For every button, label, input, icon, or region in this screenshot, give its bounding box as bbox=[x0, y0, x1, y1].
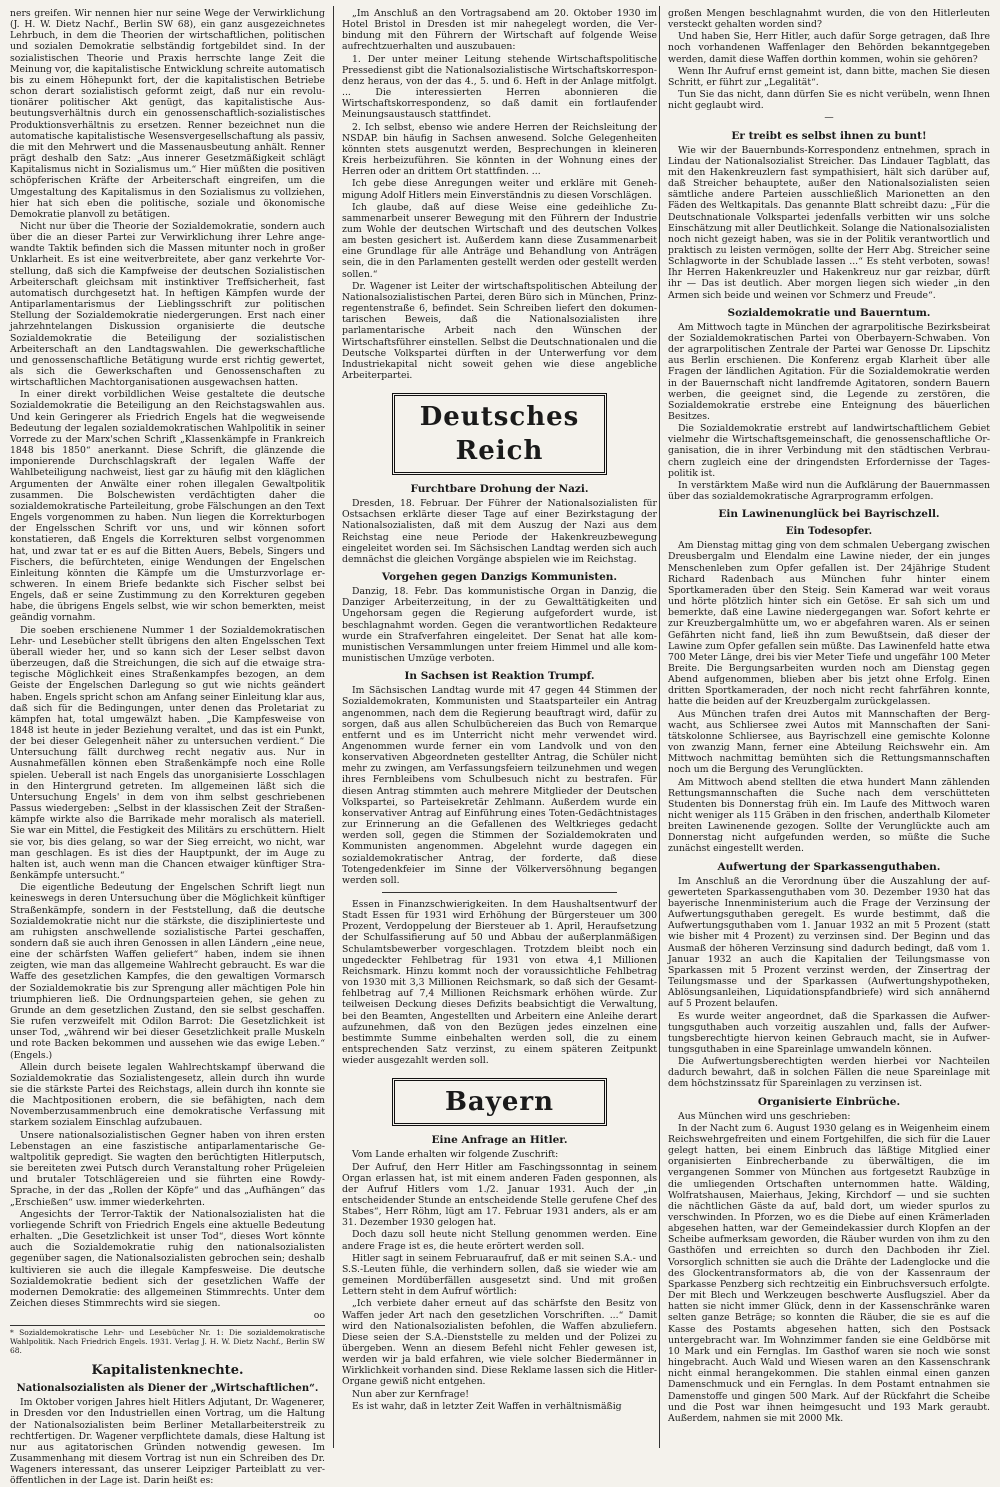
paragraph: Danzig, 18. Febr. Das kommunistische Organ in Danzig, die Danziger Arbeiterzeitung, in der zu Gewalttätigkeiten und Ungehorsam gegen die Regierung aufgefordert wurde, ist beschlagnahmt worden. Gegen die verantwortlichen Redakteure wurde ein Strafverfahren eingeleitet. Der Senat hat alle kommunistischen Versammlungen unter freiem Himmel und alle kommunistischen Umzüge verboten. bbox=[342, 586, 657, 665]
paragraph: In einer direkt vorbildlichen Weise gestaltete die deutsche Sozialdemokratie die Beteiligung an den Reichstagswahlen aus. Und kein Geringerer als Friedrich Engels hat die wegweisende Bedeutung der legalen sozialdemokratischen Wahlpolitik in seiner Vorrede zu der Marx'schen Schrift „Klassenkämpfe in Frankreich 1848 bis 1850“ anerkannt. Diese Schrift, die glänzende die imponierende Durchschlagskraft der legalen Waffe der Wahlbeteiligung nachweist, liest gar zu häufig mit den kläglichen Argumenten der Anwälte einer rohen illegalen Gewaltpolitik zusammen. Die Bolschewisten verdächtigten daher die sozialdemokratische Parteileitung, grobe Fälschungen an den Text Engels vorgenommen zu haben. Nun liegen die Korrekturbogen der Engelsschen Schrift vor uns, und wir können sofort konstatieren, daß Engels die Korrekturen selbst vorgenommen hat, und zwar tat er es auf die Bitten Auers, Bebels, Singers und Fischers, die befürchteten, einige Wendungen der Engelschen Einleitung könnten die Kämpfe um die Umsturzvorlage erschweren. In einem Briefe bedankte sich Fischer selbst bei Engels, daß er seine Zustimmung zu den Korrekturen gegeben habe, die übrigens Engels selbst, wie wir schon bemerkten, meist geändig vornahm. bbox=[10, 389, 325, 624]
paragraph: großen Mengen beschlagnahmt wurden, die von den Hitlerleuten versteckt gehalten worden sind? bbox=[668, 8, 990, 31]
paragraph: Unsere nationalsozialistischen Gegner haben von ihren ersten Lebenstagen an eine faszistische antiparlamentarische Gewaltpolitik gepredigt. Sie wagten den berüchtigten Hitlerputsch, sie bereiteten zwei Putsch durch Veranstaltung roher Prügeleien und brutaler Totschlägereien und sie führten eine Rowdy-Sprache, in der das „Rollen der Köpfe“ und das „Aufhängen“ das „Erschießen“ usw. immer wiederkehrten. bbox=[10, 1129, 325, 1208]
paragraph: Am Mittwoch abend stellten die etwa hundert Mann zählenden Rettungsmannschaften die Suche nach dem verschütteten Studenten bis Donnerstag früh ein. Im Laufe des Mittwoch waren nicht weniger als 115 Gräben in den frischen, anderthalb Kilometer breiten Lawinenende gezogen. Sollte der Verunglückte auch am Donnerstag nicht aufgefunden werden, so müßte die Suche zunächst eingestellt werden. bbox=[668, 776, 990, 855]
paragraph: Wenn Ihr Aufruf ernst gemeint ist, dann bitte, machen Sie diesen Schritt, er führt zur „Legalität“. bbox=[668, 65, 990, 88]
paragraph: Hitler sagt in seinem Februaraufruf, daß er mit seinen S.A.- und S.S.-Leuten fühle, die verhindern sollen, daß sie wieder wie am gemeinen Mordüberfällen ausgesetzt sind. Und mit großen Lettern steht in dem Aufruf wörtlich: bbox=[342, 1252, 657, 1298]
paragraph: Im Anschluß an die Verordnung über die Auszahlung der aufgewerteten Sparkassenguthaben vom 30. Dezember 1930 hat das bayerische Innenministerium auch die Frage der Verzinsung der Aufwertungsguthaben geregelt. Es wurde bestimmt, daß die Aufwertungsguthaben vom 1. Januar 1932 an mit 5 Prozent (statt wie bisher mit 4 Prozent) zu verzinsen sind. Der Beginn und das Ausmaß der höheren Verzinsung sind dadurch bedingt, daß vom 1. Januar 1932 an auch die Kapitalien der Teilungsmasse von Sparkassen mit 5 Prozent verzinst werden, der Zinsertrag der Teilungsmasse und der Sparkassen (Aufwertungshypotheken, Ablösungsanleihen, Liquidationspfandbriefe) wird sich annähernd auf 5 Prozent belaufen. bbox=[668, 875, 990, 1010]
section-banner-deutsches-reich: Deutsches Reich bbox=[392, 393, 607, 475]
end-mark: oo bbox=[313, 1310, 325, 1322]
paragraph: Am Dienstag mittag ging von dem schmalen Uebergang zwischen Dreusbergalm und Elendalm eine Lawine nieder, der ein junges Menschenleben zum Opfer gefallen ist. Der 24jährige Student Richard Radenbach aus München fuhr hinter einem Sportkameraden über den Steig. Sein Kamerad war weit voraus und hörte plötzlich hinter sich ein Getöse. Er sah sich um und bemerkte, daß eine Lawine niedergegangen war. Sofort kehrte er zur Kreuzbergalmhütte um, wo er abgefahren waren. Als er seinen Gefährten nicht fand, ließ ihn zum Bewußtsein, daß dieser der Lawine zum Opfer gefallen sein müßte. Das Lawinenfeld hatte etwa 700 Meter Länge, drei bis vier Meter Tiefe und ungefähr 100 Meter Breite. Die Bergungsarbeiten wurden noch am Dienstag gegen Abend aufgenommen, blieben aber bis jetzt ohne Erfolg. Einen dritten Sportkameraden, der noch nicht recht fahrfähren konnte, hatte die beiden auf der Kreuzbergalm zurückgelassen. bbox=[668, 540, 990, 708]
subheadline: Ein Todesopfer. bbox=[785, 526, 873, 538]
headline-drohung: Furchtbare Drohung der Nazi. bbox=[410, 483, 589, 496]
paragraph: Die soeben erschienene Nummer 1 der Sozialdemokratischen Lehr- und Lesebücher stellt übrigens den alten Engelsschen Text überall wieder her, und so kann sich der Leser selbst davon überzeugen, daß die Streichungen, die sich auf die etwaige strategische Möglichkeit eines Straßenkampfes bezogen, an dem Geiste der Engelschen Darlegung so gut wie nichts geändert haben. Engels spricht schon am Anfang seiner Einleitung klar aus, daß sich für die Bedingungen, unter denen das Proletariat zu kämpfen hat, total umgewälzt haben. „Die Kampfesweise von 1848 ist heute in jeder Beziehung veraltet, und das ist ein Punkt, der bei dieser Gelegenheit näher zu untersuchen verdient.“ Die Untersuchung fällt durchweg recht negativ aus. Nur in Ausnahmefällen können eben Straßenkämpfe noch eine Rolle spielen. Ueberall ist nach Engels das unorganisierte Losschlagen in den Hintergrund getreten. Im allgemeinen läßt sich die Untersuchung Engels' in dem von ihm selbst geschriebenen Passus wiedergeben: „Selbst in der klassischen Zeit der Straßenkämpfe wirkte also die Barrikade mehr moralisch als materiell. Sie war ein Mittel, die Festigkeit des Militärs zu erschüttern. Hielt sie vor, bis dies gelang, so war der Sieg erreicht, wo nicht, war man geschlagen. Es ist dies der Hauptpunkt, der im Auge zu halten ist, auch wenn man die Chancen etwaiger künftiger Straßenkämpfe untersucht.“ bbox=[10, 624, 325, 882]
paragraph: Allein durch beisete legalen Wahlrechtskampf überwand die Sozialdemokratie das Sozialistengesetz, allein durch ihn wurde sie die stärkste Partei des Reichstags, allein durch ihn konnte sie die Machtpositionen erobern, die sie befähigten, nach dem Novemberzusammenbruch eine demokratische Verfassung mit starkem sozialem Einschlag aufzubauen. bbox=[10, 1061, 325, 1129]
paragraph: ners greifen. Wir nennen hier nur seine Wege der Verwirklichung (J. H. W. Dietz Nachf., Berlin SW 68), ein ganz ausgezeichnetes Lehrbuch, in dem die Theorien der wirtschaftlichen, politischen und sozialen Demokratie selbständig fortgebildet sind. In der sozialistischen Theorie und Praxis herrschte lange Zeit die Meinung vor, die kapitalistische Entwicklung schreite automatisch bis zu einem Höhepunkt fort, der die kapitalistischen Betriebe schon derart sozialistisch geformt zeigt, daß nur ein revolutionärer politischer Akt genügt, das kapitalistische Ausbeutungsverhältnis durch ein genossenschaftlich-sozialistisches Produktionsverhältnis zu ersetzen. Renner bezeichnet nun die automatische kapitalistische Wesensvergesellschaftung als passiv, die mit den Mehrwert und die Massenausbeutung anhält. Renner prägt deshalb den Satz: „Aus innerer Gesetzmäßigkeit schlägt Kapitalismus nicht in Sozialismus um.“ Hier müßten die positiven schöpferischen Kräfte der Arbeiterschaft eingreifen, um die Umgestaltung des Kapitalismus in den Sozialismus zu vollziehen, hier hat sich eben die politische, soziale und ökonomische Demokratie planvoll zu betätigen. bbox=[10, 8, 325, 220]
subheadline: Nationalsozialisten als Diener der „Wirtschaftlichen“. bbox=[16, 1383, 319, 1395]
footnote: * Sozialdemokratische Lehr- und Lesebücher Nr. 1: Die sozialdemokratische Wahlpolitik. Nach Friedrich Engels. 1931. Verlag J. H. W. Dietz Nachf., Berlin SW 68. bbox=[10, 1325, 325, 1355]
paragraph: Am Mittwoch tagte in München der agrarpolitische Bezirksbeirat der Sozialdemokratischen Partei von Oberbayern-Schwaben. Von der agrarpolitischen Zentrale der Partei war Genosse Dr. Lipschitz aus Berlin erschienen. Die Konferenz ergab Klarheit über alle Fragen der ländlichen Agitation. Für die Sozialdemokratie werden in der Bauernschaft nicht landfremde Agitatoren, sondern Bauern werben, die geeignet sind, die Legende zu zerstören, die Sozialdemokratie erstrebe eine Enteignung des bäuerlichen Besitzes. bbox=[668, 321, 990, 422]
paragraph: Es ist wahr, daß in letzter Zeit Waffen in verhältnismäßig bbox=[352, 1400, 622, 1412]
paragraph: „Im Anschluß an den Vortragsabend am 20. Oktober 1930 im Hotel Bristol in Dresden ist mir nahegelegt worden, die Verbindung mit den Führern der Wirtschaft auf folgende Weise aufrechtzuerhalten und auszubauen: bbox=[342, 8, 657, 53]
paragraph: Tun Sie das nicht, dann dürfen Sie es nicht verübeln, wenn Ihnen nicht geglaubt wird. bbox=[668, 89, 990, 112]
paragraph: 1. Der unter meiner Leitung stehende Wirtschaftspolitische Pressedienst gibt die Nationalsozialistische Wirtschaftskorrespondenz heraus, von der das 4., 5. und 6. Heft in der Anlage mitfolgt. ... Die interessierten Herren abonnieren die Wirtschaftskorrespondenz, so daß damit ein fortlaufender Meinungsaustausch stattfindet. bbox=[342, 53, 657, 121]
paragraph: 2. Ich selbst, ebenso wie andere Herren der Reichsleitung der NSDAP. bin häufig in Sachsen anwesend. Solche Gelegenheiten könnten stets ausgenutzt werden, Besprechungen in kleineren Kreis herbeizuführen. Sie könnten in der Wohnung eines der Herren oder an drittem Ort stattfinden. ... bbox=[342, 121, 657, 178]
paragraph: Nicht nur über die Theorie der Sozialdemokratie, sondern auch über die an dieser Partei zur Verwirklichung ihrer Lehre angewandte Taktik befinden sich die Massen mitunter noch in großer Unklarheit. Es ist eine weitverbreitete, aber ganz verkehrte Vorstellung, daß sich die Kampfweise der deutschen Sozialistischen Arbeiterschaft gleichsam mit instinktiver Treffsicherheit, fast automatisch durchgesetzt hat. In heftigen Kämpfen wurde der Antiparlamentarismus der Lieblingsschrift zur politischen Stellung der Sozialdemokratie niedergerungen. Erst nach einer jahrzehntelangen Diskussion organisierte die deutsche Sozialdemokratie die Beteiligung der sozialistischen Arbeiterschaft an den Landtagswahlen. Die gewerkschaftliche und genossenschaftliche Betätigung wurde erst richtig gewertet, als sich die Gewerkschaften und Genossenschaften zu wirtschaftlichen Machtorganisationen ausgewachsen hatten. bbox=[10, 220, 325, 389]
paragraph: In verstärktem Maße wird nun die Aufklärung der Bauernmassen über das sozialdemokratische Agrarprogramm erfolgen. bbox=[668, 479, 990, 503]
headline-anfrage: Eine Anfrage an Hitler. bbox=[431, 1134, 568, 1147]
paragraph: Und haben Sie, Herr Hitler, auch dafür Sorge getragen, daß Ihre noch vorhandenen Waffenlager den Behörden bekanntgegeben werden, damit diese Waffen dorthin kommen, wohin sie gehören? bbox=[668, 31, 990, 65]
paragraph: Im Sächsischen Landtag wurde mit 47 gegen 44 Stimmen der Sozialdemokraten, Kommunisten und Staatsparteiler ein Antrag angenommen, nach dem die Regierung beauftragt wird, dafür zu sorgen, daß aus allen Schulbüchereien das Buch von Remarque entfernt und es im Unterricht nicht mehr verwendet wird. Angenommen wurde ferner ein vom Landvolk und von den konservativen Abgeordneten gestellter Antrag, die Schüler nicht mehr zu zwingen, am Verfassungsfeiern teilzunehmen und wegen ihres Fernbleibens vom Schulbesuch nicht zu bestrafen. Für diesen Antrag stimmten auch mehrere Mitglieder der Deutschen Volkspartei, so Parteisekretär Zehlmann. Außerdem wurde ein konservativer Antrag auf Einführung eines Toten-Gedächtnistages zur Erinnerung an die Gefallenen des Weltkrieges gedacht werden soll, gegen die Stimmen der Sozialdemokraten und Kommunisten angenommen. Abgelehnt wurde dagegen ein sozialdemokratischer Antrag, der forderte, daß diese Totengedenkfeier im Sinne der Völkerversöhnung begangen werden soll. bbox=[342, 685, 657, 886]
section-banner-bayern: Bayern bbox=[392, 1078, 607, 1126]
headline-einbrueche: Organisierte Einbrüche. bbox=[757, 1095, 901, 1108]
headline-danzig: Vorgehen gegen Danzigs Kommunisten. bbox=[381, 571, 618, 584]
paragraph: Der Aufruf, den Herr Hitler am Faschingssonntag in seinem Organ erlassen hat, ist mit einem anderen Faden gesponnen, als der Aufruf Hitlers vom 1./2. Januar 1931. Auch der „in entscheidender Stunde an entscheidende Stelle gerufene Chef des Stabes“, Herr Röhm, lügt am 17. Februar 1931 anders, als er am 31. Dezember 1930 gelogen hat. bbox=[342, 1161, 657, 1229]
paragraph: Wie wir der Bauernbunds-Korrespondenz entnehmen, sprach in Lindau der Nationalsozialist Streicher. Das Lindauer Tagblatt, das mit den Hakenkreuzlern fast sympathisiert, hält sich darüber auf, daß Streicher behauptete, außer den Nationalsozialisten seien sämtliche andere Parteien ausschließlich Marionetten an den Fäden des Weltkapitals. Das genannte Blatt schreibt dazu: „Für die Deutschnationale Volkspartei jedenfalls verbitten wir uns solche Einschätzung mit aller Deutlichkeit. Solange die Nationalsozialisten noch nicht gezeigt haben, was sie in der Politik verantwortlich und praktisch zu leisten vermögen, sollte der Herr Abg. Streicher seine Schlagworte in der Schublade lassen ...“ Es steht verboten, sowas! Ihr Herren Hakenkreuzler und Hakenkreuz nur gar reizbar, dürft ihr — Das ist deutlich. Aber morgen liegen sich wieder „in den Armen sich beide und weinen vor Schmerz und Freude“. bbox=[668, 144, 990, 301]
paragraph: Es wurde weiter angeordnet, daß die Sparkassen die Aufwertungsguthaben auch vorzeitig auszahlen und, falls der Aufwertungsberechtigte hiervon keinen Gebrauch macht, sie in Aufwertungsguthaben in eine Spareinlage umwandeln können. bbox=[668, 1010, 990, 1055]
paragraph: Aus München trafen drei Autos mit Mannschaften der Bergwacht, aus Schliersee zwei Autos mit Mannschaften der Sanitätskolonne Schliersee, aus Bayrischzell eine gemischte Kolonne von zwanzig Mann, ferner eine Abteilung Reichswehr ein. Am Mittwoch nachmittag bemühten sich die Rettungsmannschaften noch um die Bergung des Verunglückten. bbox=[668, 708, 990, 776]
column-1 bbox=[10, 8, 325, 1487]
paragraph: Vom Lande erhalten wir folgende Zuschrift: bbox=[352, 1149, 559, 1161]
headline-sachsen: In Sachsen ist Reaktion Trumpf. bbox=[404, 670, 595, 683]
paragraph: Im Oktober vorigen Jahres hielt Hitlers Adjutant, Dr. Wagenerer, in Dresden vor den Industriellen einen Vortrag, um die Haltung der Nationalsozialisten beim Berliner Metallarbeiterstreik zu rechtfertigen. Dr. Wagener verpflichtete damals, diese Haltung ist nur aus agitatorischen Gründen notwendig gewesen. Im Zusammenhang mit diesem Vortrag ist nun ein Schreiben des Dr. Wageners interessant, das unserer Leipziger Parteiblatt zu veröffentlichen in der Lage ist. Darin heißt es: bbox=[10, 1397, 325, 1487]
paragraph: Dr. Wagener ist Leiter der wirtschaftspolitischen Abteilung der Nationalsozialistischen Partei, deren Büro sich in München, Prinzregentenstraße 6, befindet. Sein Schreiben liefert den dokumentarischen Beweis, daß die Nationalsozialisten ihre parlamentarische Arbeit nach den Wünschen der Wirtschaftsführer einstellen. Selbst die Deutschnationalen und die Deutsche Volkspartei dürften in der Unterwerfung vor dem Industriekapital nicht soweit gehen wie diese angebliche Arbeiterpartei. bbox=[342, 280, 657, 381]
headline-aufwertung: Aufwertung der Sparkassenguthaben. bbox=[717, 860, 941, 873]
paragraph: Ich gebe diese Anregungen weiter und erkläre mit Genehmigung Adolf Hitlers mein Einverständnis zu diesen Vorschlägen. bbox=[342, 178, 657, 201]
end-mark: — bbox=[824, 112, 834, 124]
column-rule bbox=[659, 6, 660, 1448]
paragraph: Essen in Finanzschwierigkeiten. In dem Haushaltsentwurf der Stadt Essen für 1931 wird Erhöhung der Bürgersteuer um 300 Prozent, Verdoppelung der Biersteuer ab 1. April, Heraufsetzung der Schulfassifierung auf 50 und Abbau der außerplanmäßigen Schulamtsbewerber vorgeschlagen. Trotzdem bleibt noch ein ungedeckter Fehlbetrag für 1931 von etwa 4,1 Millionen Reichsmark. Hinzu kommt noch der voraussichtliche Fehlbetrag von 1930 mit 3,3 Millionen Reichsmark, so daß sich der Gesamtfehlbetrag auf 7,4 Millionen Reichsmark erhöhen würde. Zur teilweisen Deckung dieses Defizits beabsichtigt die Verwaltung, bei den Beamten, Angestellten und Arbeitern eine Anleihe derart aufzunehmen, daß von den Bezügen jedes einzelnen eine bestimmte Summe einbehalten werden soll, die zu einem entsprechenden Satz verzinst, zu einem späteren Zeitpunkt wieder ausgezahlt werden soll. bbox=[342, 899, 657, 1067]
divider bbox=[382, 892, 617, 893]
headline-kapitalistenknechte: Kapitalistenknechte. bbox=[91, 1363, 244, 1379]
headline-bauerntum: Sozialdemokratie und Bauerntum. bbox=[727, 306, 931, 319]
paragraph: Die Aufwertungsberechtigten werden hierbei vor Nachteilen dadurch bewahrt, daß in solchen Fällen die neue Spareinlage mit dem höchstzinssatz für Spareinlagen zu verzinsen ist. bbox=[668, 1056, 990, 1090]
paragraph: Ich glaube, daß auf diese Weise eine gedeihliche Zusammenarbeit unserer Bewegung mit den Führern der Industrie zum Wohle der deutschen Wirtschaft und des deutschen Volkes am besten gesichert ist. Außerdem kann diese Zusammenarbeit eine Grundlage für alle Anträge und Behandlung von Anträgen sein, die in den Parlamenten gestellt werden oder gestellt werden sollen.“ bbox=[342, 201, 657, 280]
column-3 bbox=[668, 8, 990, 1448]
paragraph: Dresden, 18. Februar. Der Führer der Nationalsozialisten für Ostsachsen erklärte dieser Tage auf einer Bezirkstagung der Nationalsozialisten, daß mit dem Auszug der Nazi aus dem Reichstag eine neue Periode der Hakenkreuzbewegung eingeleitet worden sei. Im Sächsischen Landtag werden sich auch demnächst die gleichen Vorgänge abspielen wie im Reichstag. bbox=[342, 498, 657, 565]
column-2 bbox=[342, 8, 657, 1448]
paragraph: Die eigentliche Bedeutung der Engelschen Schrift liegt nun keineswegs in deren Untersuchung über die Möglichkeit künftiger Straßenkämpfe, sondern in der Feststellung, daß die deutsche Sozialdemokratie nicht nur die stärkste, die disziplinierteste und am ruhigsten anschwellende sozialistische Partei geschaffen, sondern daß sie auch ihren Genossen in allen Ländern „eine neue, eine der schärfsten Waffen geliefert“ haben, indem sie ihnen zeigten, wie man das allgemeine Wahlrecht gebraucht. Es war die Waffe des gesetzlichen Kampfes, die den gewaltigen Vormarsch der Sozialdemokratie bis zur Sprengung aller mächtigen Pole hin triumphieren ließ. Die Ordnungsparteien gehen, sie gehen zu Grunde an dem gesetzlichen Zustand, den sie selbst geschaffen. Sie rufen verzweifelt mit Odilon Barrot: Die Gesetzlichkeit ist unser Tod, „während wir bei dieser Gesetzlichkeit pralle Muskeln und rote Backen bekommen und aussehen wie das ewige Leben.“ (Engels.) bbox=[10, 882, 325, 1061]
paragraph: Angesichts der Terror-Taktik der Nationalsozialisten hat die vorliegende Schrift von Friedrich Engels eine aktuelle Bedeutung erhalten. „Die Gesetzlichkeit ist unser Tod“, dieses Wort könnte auch die Sozialdemokratie ruhig den nationalsozialisten gegenüber sagen, die Nationalsozialisten gebrochen sein; deshalb kultivieren sie auch die illegale Kampfesweise. Die deutsche Sozialdemokratie bedient sich der gesetzlichen Waffe der modernen Demokratie: des allgemeinen Stimmrechts. Unter dem Zeichen dieses Stimmrechts wird sie siegen. bbox=[10, 1208, 325, 1309]
paragraph: Nun aber zur Kernfrage! bbox=[352, 1388, 469, 1400]
paragraph: Die Sozialdemokratie erstrebt auf landwirtschaftlichem Gebiet vielmehr die Wirtschaftsgemeinschaft, die genossenschaftliche Organisation, die in ihrer Verbindung mit den städtischen Verbrauchern zugleich eine der dringendsten Erfordernisse der Tagespolitik ist. bbox=[668, 423, 990, 479]
column-rule bbox=[333, 6, 334, 1448]
paragraph: In der Nacht zum 6. August 1930 gelang es in Weigenheim einem Reichswehrgefreiten und einem Fortgehilfen, die sich für die Lauer gelegt hatten, bei einem Einbruch das läßtige Mitglied einer organisierten Einbrecherbande zu überwältigen, die im vergangenen Sommer von München aus fortgesetzt Raubzüge in die umliegenden Ortschaften unternommen hatte. Wälding, Wolfratshausen, Maierhaus, Jeking, Kirchdorf — und sie suchten die nächtlichen Gäste da auf, bald dort, um wieder spurlos zu verschwinden. In Pforzen, wo es die Diebe auf einen Krämerladen abgesehen hatten, war der Gemeindekassier durch Klopfen an der Scheibe aufmerksam geworden, die Räuber wurden von ihm zu den Gasthöfen und erreichten so durch den Dachboden ihr Ziel. Vorsorglich schnitten sie auch die Drähte der Ladenglocke und die des Glockentransformators ab, die von der Kassenraum der Sparkasse Penzberg sich rechtzeitig ein Einbruchsversuch erfolgte. Der mit Blech und Werkzeugen beschwerte Ausflugsziel. Aber da hatten sie nicht immer Glück, denn in der Kassenschränke waren selten ganze Beträge; so konnten die Räuber, die sie es auf die Kasse des Postamts abgesehen hatten, sich den Postsack untergebracht war. Im Wohnzimmer fanden sie eine Geldbörse mit 10 Mark und ein Fernglas. Im Gasthof waren sie noch wie sonst hingebracht. Auch Wald und Wiesen waren an den Kassenschrank nicht einmal herangekommen. Die stahlen einmal einen ganzen Damenschmuck und ein Fernglas. In dem Postamt entnahmen sie Damenstoffe und gingen 500 Mark. Auf der Rückfahrt die Scheibe und die Post war ihnen heimgesucht und 193 Mark geraubt. Außerdem, nahmen sie mit 2000 Mk. bbox=[668, 1122, 990, 1424]
paragraph: „Ich verbiete daher erneut auf das schärfste den Besitz von Waffen jeder Art nach den gesetzlichen Vorschriften. ...“ Damit wird den Nationalsozialisten befohlen, die Waffen abzuliefern. Diese seien der S.A.-Dienststelle zu melden und der Polizei zu übergeben. Wenn an diesem Befehl nicht Fehler gewesen ist, werden wir ja bald erfahren, wie viele solcher Biedermänner in Wirklichkeit vorhanden sind. Diese Reklame lassen sich die Hitler-Organe gewiß nicht entgehen. bbox=[342, 1298, 657, 1388]
paragraph: Doch dazu soll heute nicht Stellung genommen werden. Eine andere Frage ist es, die heute erörtert werden soll. bbox=[342, 1229, 657, 1252]
headline-lawine: Ein Lawinenunglück bei Bayrischzell. bbox=[718, 508, 940, 521]
paragraph: Aus München wird uns geschrieben: bbox=[678, 1110, 851, 1122]
headline-treibt: Er treibt es selbst ihnen zu bunt! bbox=[731, 129, 927, 142]
